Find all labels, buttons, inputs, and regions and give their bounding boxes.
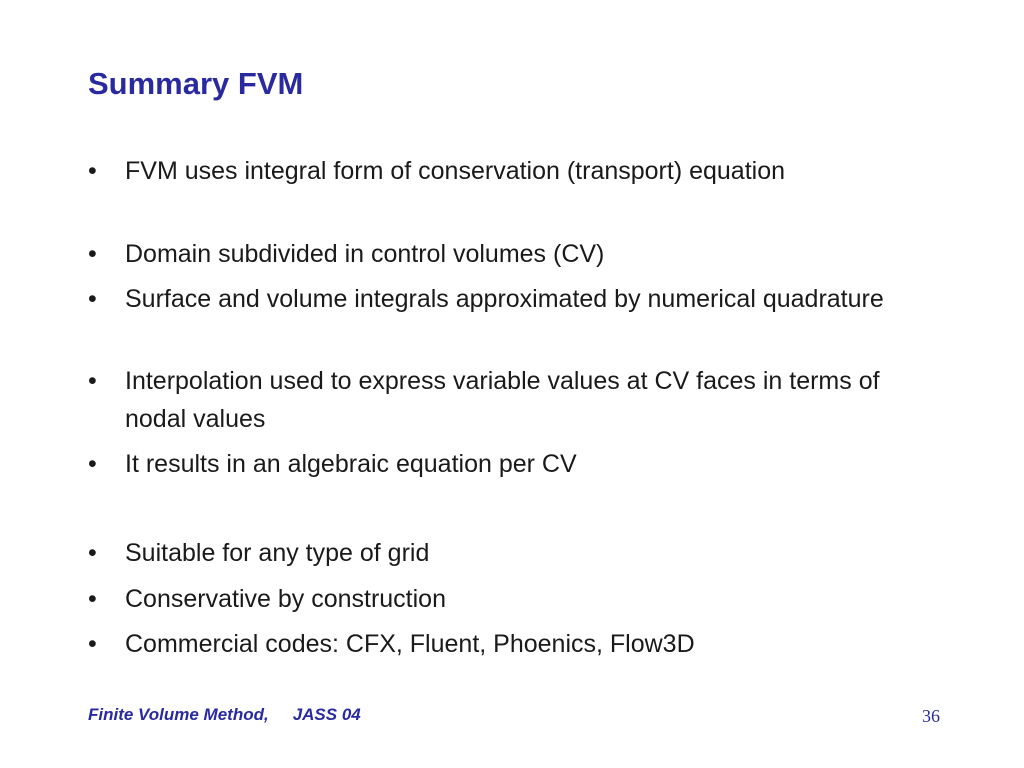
footer-event: JASS 04 [292,705,361,724]
bullet-glyph: • [88,157,97,185]
bullet-glyph: • [88,585,97,613]
bullet-glyph: • [88,285,97,313]
bullet-glyph: • [88,630,97,658]
bullet-text: Domain subdivided in control volumes (CV) [125,240,605,268]
bullet-item [88,235,938,273]
bullet-text: Commercial codes: CFX, Fluent, Phoenics, Flow3D [125,630,695,658]
bullet-item [88,580,938,618]
slide-title: Summary FVM [88,66,304,101]
bullet-glyph: • [88,450,97,478]
bullet-item [88,625,938,663]
bullet-text: Conservative by construction [125,585,446,613]
bullet-item [88,280,938,318]
bullet-text: Surface and volume integrals approximated by numerical quadrature [125,285,884,313]
bullet-text: Interpolation used to express variable values at CV faces in terms of nodal values [125,367,880,433]
bullet-glyph: • [88,367,97,395]
footer-caption [88,705,361,725]
bullet-text: FVM uses integral form of conservation (transport) equation [125,157,786,185]
footer-course: Finite Volume Method, [88,705,269,724]
bullet-glyph: • [88,539,97,567]
bullet-item [88,445,938,483]
bullet-text: Suitable for any type of grid [125,539,430,567]
bullet-glyph: • [88,240,97,268]
bullet-item [88,534,938,572]
bullet-text: It results in an algebraic equation per CV [125,450,577,478]
bullet-item [88,152,938,190]
bullet-item [88,362,938,438]
page-number: 36 [922,706,940,726]
